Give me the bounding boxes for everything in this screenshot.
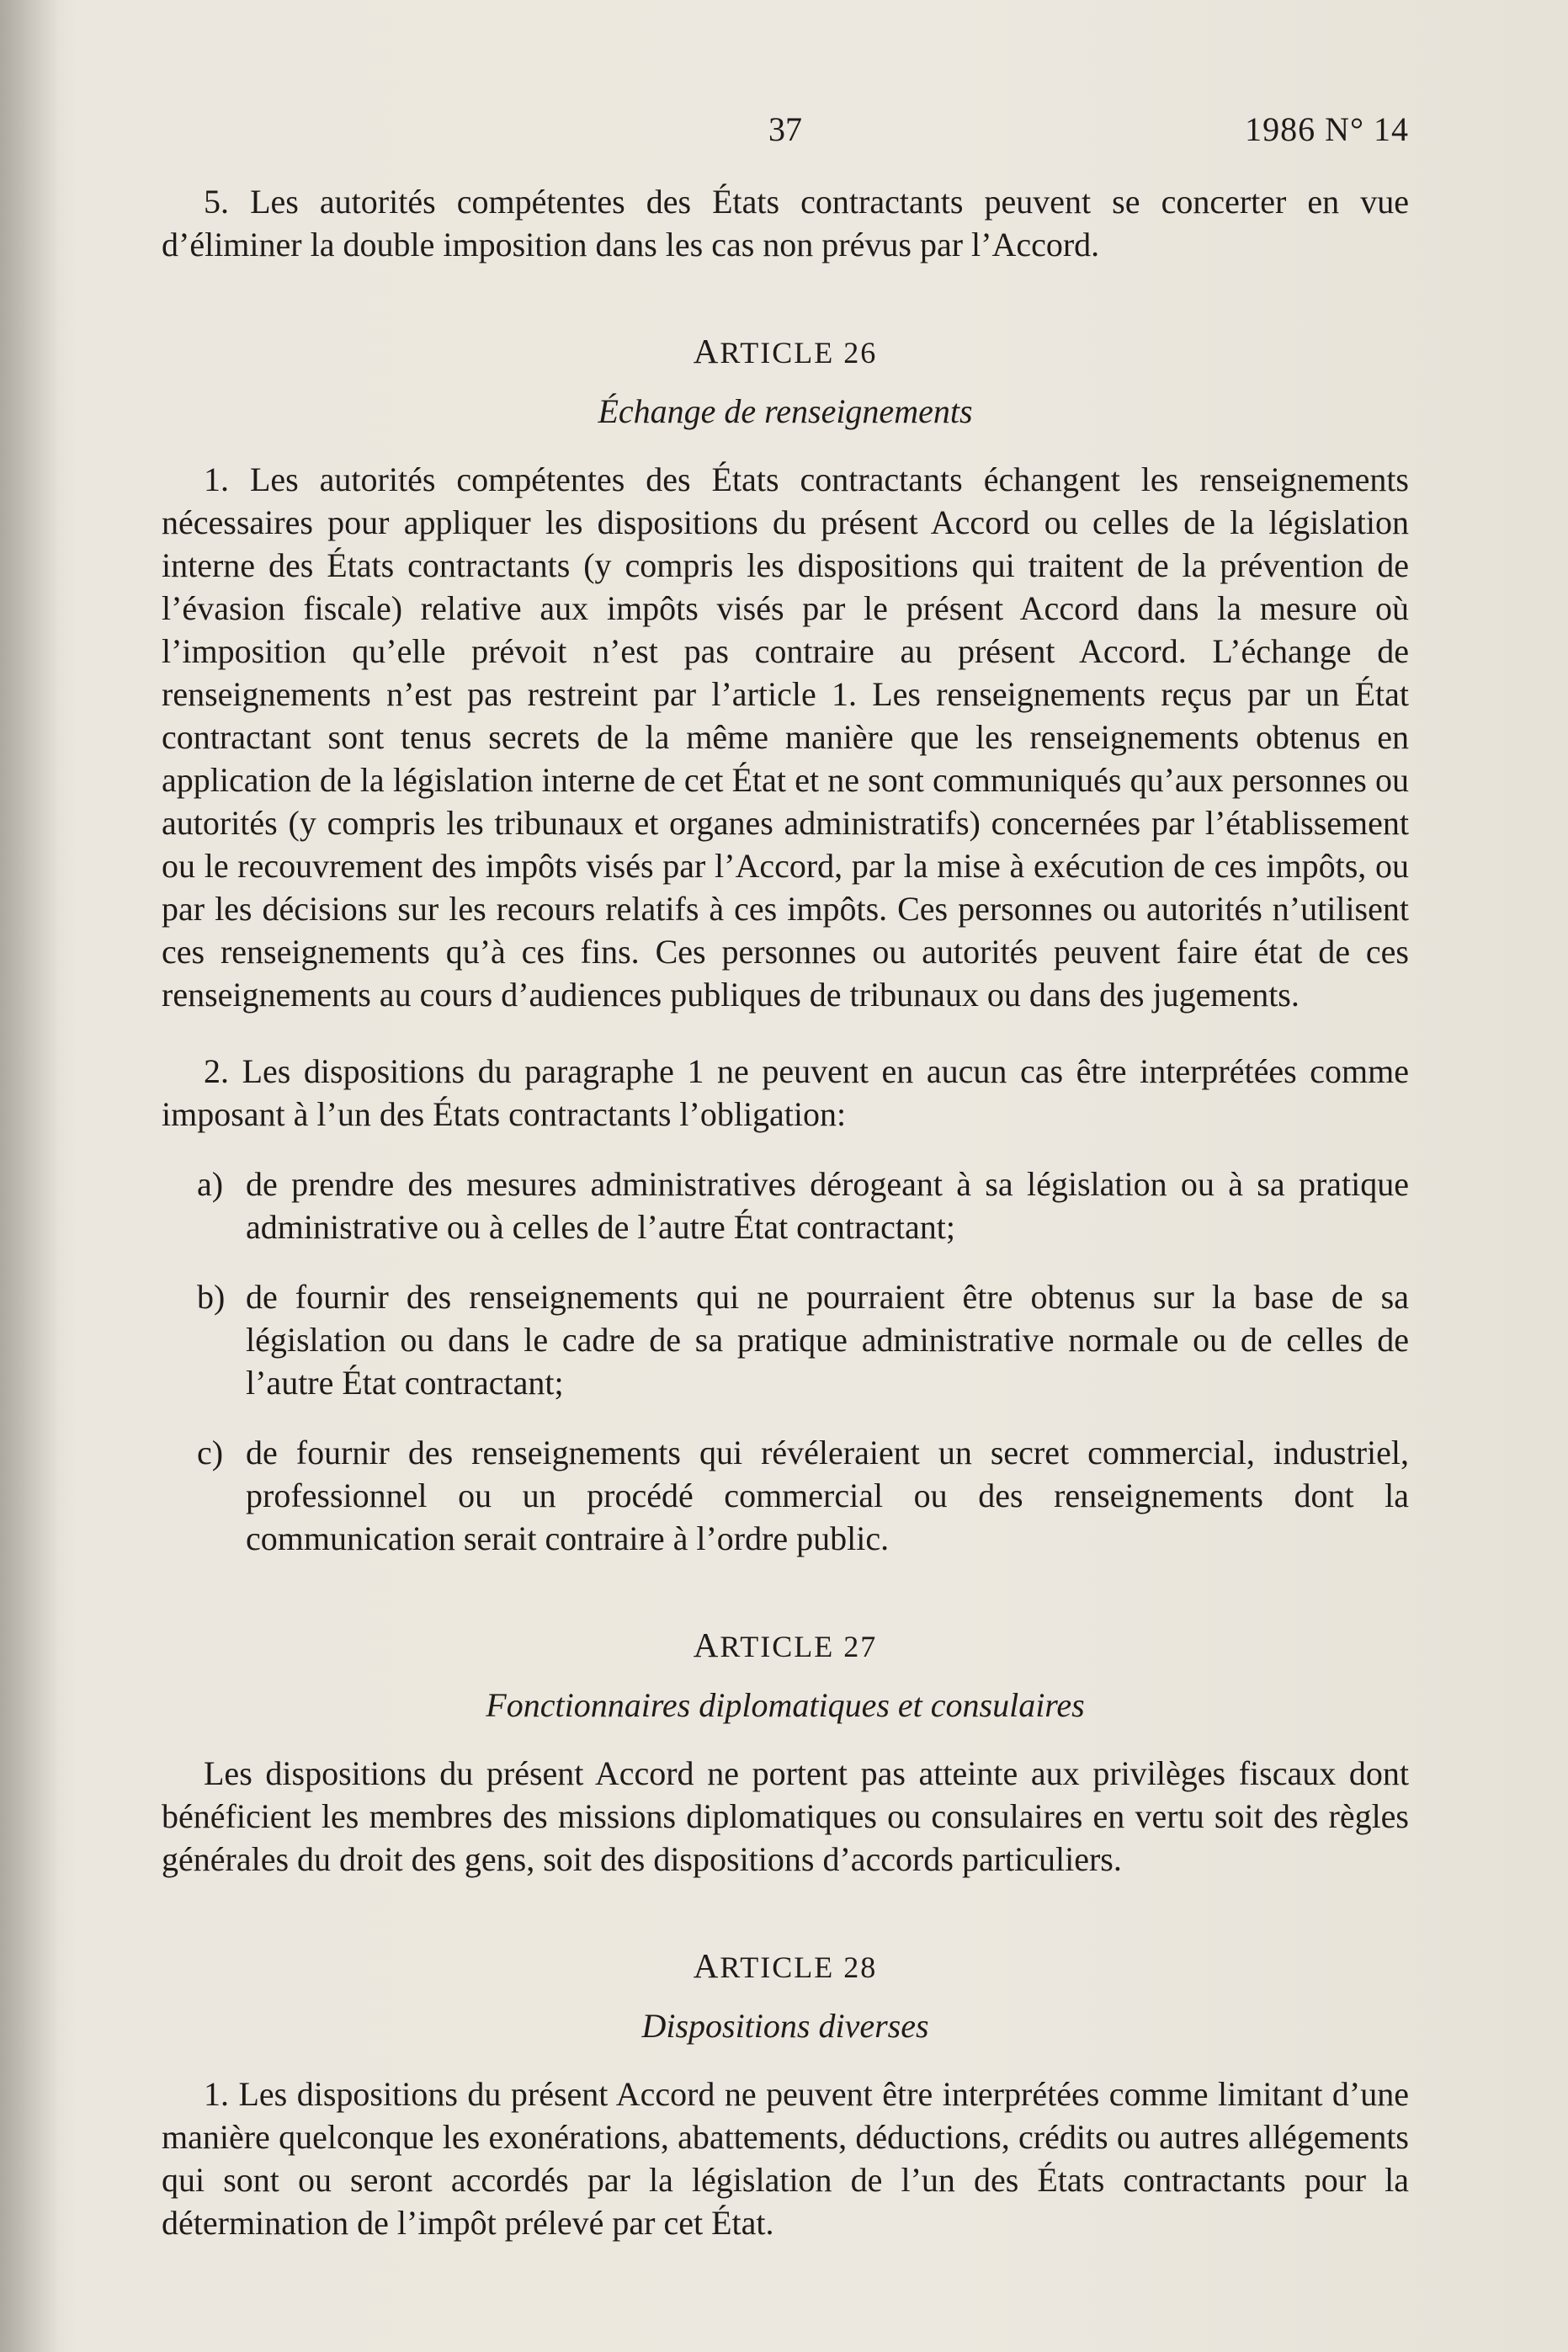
list-item-c bbox=[162, 1431, 1409, 1560]
article-28-heading-initial: A bbox=[693, 1946, 720, 1985]
paragraph-5-intro: 5. Les autorités compétentes des États contractants peuvent se concerter en vue d’éliminer la double imposition dans les cas non prévus par l’Accord. bbox=[162, 183, 1409, 263]
list-item-b-text: de fournir des renseignements qui ne pourraient être obtenus sur la base de sa législation ou dans le cadre de sa pratique administrative normale ou de celles de l’autre État contractant; bbox=[246, 1278, 1409, 1402]
document-reference: 1986 N° 14 bbox=[1245, 110, 1409, 148]
article-26-heading-initial: A bbox=[693, 332, 720, 370]
article-26-paragraph-1: 1. Les autorités compétentes des États contractants échangent les renseignements nécessaires pour appliquer les dispositions du présent Accord ou celles de la législation interne des États contractants (y compris les dispositions qui traitent de la prévention de l’évasion fiscale) relative aux impôts visés par le présent Accord dans la mesure où l’imposition qu’elle prévoit n’est pas contraire au présent Accord. L’échange de renseignements n’est pas restreint par l’article 1. Les renseignements reçus par un État contractant sont tenus secrets de la même manière que les renseignements obtenus en application de la législation interne de cet État et ne sont communiqués qu’aux personnes ou autorités (y compris les tribunaux et organes administratifs) concernées par l’établissement ou le recouvrement des impôts visés par l’Accord, par la mise à exécution de ces impôts, ou par les décisions sur les recours relatifs à ces impôts. Ces personnes ou autorités n’utilisent ces renseignements qu’à ces fins. Ces personnes ou autorités peuvent faire état de ces renseignements au cours d’audiences publiques de tribunaux ou dans des jugements. bbox=[162, 460, 1409, 1014]
page-number: 37 bbox=[768, 110, 802, 148]
article-26-heading bbox=[162, 330, 1409, 375]
list-item-b-label: b) bbox=[197, 1278, 226, 1316]
list-item-c-label: c) bbox=[197, 1434, 224, 1471]
article-27-title: Fonctionnaires diplomatiques et consulaires bbox=[486, 1686, 1085, 1724]
article-27-heading-rest: RTICLE 27 bbox=[720, 1630, 878, 1663]
article-26-paragraph-2: 2. Les dispositions du paragraphe 1 ne peuvent en aucun cas être interprétées comme imposant à l’un des États contractants l’obligation: bbox=[162, 1052, 1409, 1133]
article-26-title: Échange de renseignements bbox=[598, 392, 973, 430]
article-28-paragraph-1: 1. Les dispositions du présent Accord ne peuvent être interprétées comme limitant d’une manière quelconque les exonérations, abattements, déductions, crédits ou autres allégements qui sont ou seront accordés par la législation de l’un des États contractants pour la détermination de l’impôt prélevé par cet État. bbox=[162, 2075, 1409, 2242]
list-item-a-label: a) bbox=[197, 1165, 224, 1203]
article-26-heading-rest: RTICLE 26 bbox=[720, 336, 878, 370]
list-item-a-text: de prendre des mesures administratives dérogeant à sa législation ou à sa pratique administrative ou à celles de l’autre État contractant; bbox=[246, 1165, 1409, 1246]
page-edge-shadow bbox=[0, 0, 59, 2352]
text-column bbox=[162, 108, 1409, 2244]
list-item-b bbox=[162, 1275, 1409, 1404]
article-27-paragraph-1: Les dispositions du présent Accord ne portent pas atteinte aux privilèges fiscaux dont bénéficient les membres des missions diplomatiques ou consulaires en vertu soit des règles générales du droit des gens, soit des dispositions d’accords particuliers. bbox=[162, 1754, 1409, 1878]
article-27-heading bbox=[162, 1624, 1409, 1668]
article-28-title: Dispositions diverses bbox=[641, 2007, 929, 2045]
page-header bbox=[162, 108, 1409, 160]
article-28-heading bbox=[162, 1945, 1409, 1989]
list-item-c-text: de fournir des renseignements qui révéleraient un secret commercial, industriel, professionnel ou un procédé commercial ou des renseignements dont la communication serait contraire à l’ordre public. bbox=[246, 1434, 1409, 1557]
article-27-heading-initial: A bbox=[693, 1626, 720, 1664]
article-28-heading-rest: RTICLE 28 bbox=[720, 1950, 878, 1984]
list-item-a bbox=[162, 1163, 1409, 1248]
